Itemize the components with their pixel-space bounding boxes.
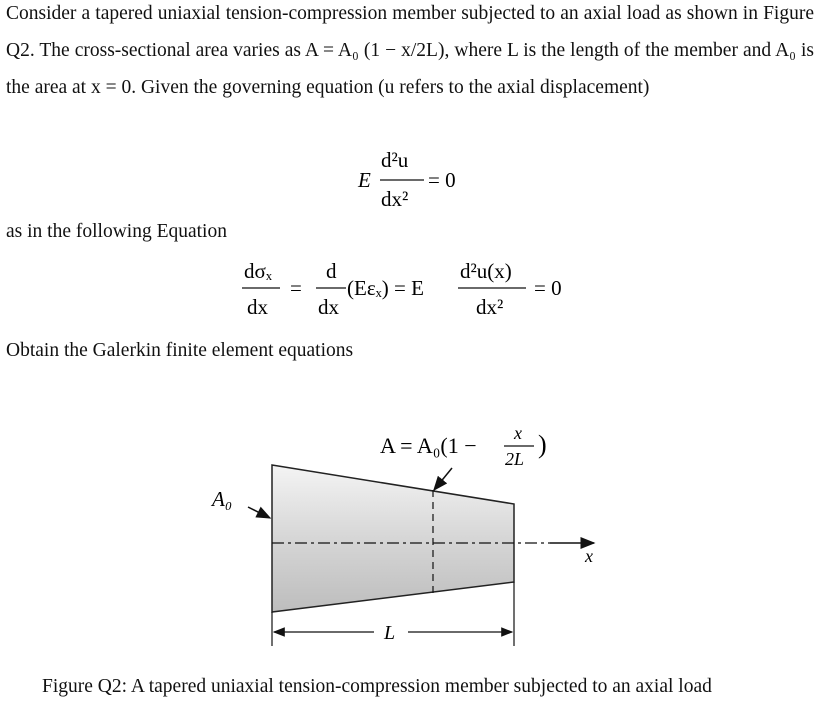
problem-statement: Consider a tapered uniaxial tension-compression member subjected to an axial load as shown in Figure Q2. The cross-sectional area varies as A = A₀ (1 − x/2L), where L is the length of the member and A₀ is the area at x = 0. Given the governing equation (u refers to the axial displacement) [6,3,814,98]
area-formula-suffix: ) [538,430,547,459]
area-formula-prefix: A = A₀(1 − [380,433,477,458]
eq2-term2-den: dx [318,295,339,319]
stress-equation [236,252,596,327]
eq1-rhs: = 0 [428,168,456,192]
eq1-denominator: dx² [381,187,409,211]
a0-pointer-arrow [248,507,270,518]
eq2-term3-den: dx² [476,295,504,319]
tapered-bar [272,465,514,612]
equation-intro: as in the following Equation [6,221,227,242]
area-frac-den: 2L [505,449,525,469]
eq2-term1-num: dσₓ [244,259,272,283]
section-pointer-arrow [434,468,452,490]
governing-equation [340,140,480,215]
area-formula [380,423,547,469]
eq2-term3-num: d²u(x) [460,259,512,283]
eq2-term2-rest: (Eεₓ) = E [347,276,424,300]
tapered-member-figure [0,410,829,665]
eq1-numerator: d²u [381,148,409,172]
a0-label: A₀ [212,487,233,511]
task-statement: Obtain the Galerkin finite element equations [6,340,354,361]
eq2-equals: = [290,276,302,300]
eq2-term1-den: dx [247,295,268,319]
x-axis-label: x [585,546,593,566]
eq1-modulus: E [358,168,371,192]
eq2-rhs: = 0 [534,276,562,300]
area-frac-num: x [514,423,522,443]
figure-caption: Figure Q2: A tapered uniaxial tension-compression member subjected to an axial load [42,676,712,697]
length-label: L [384,622,396,644]
eq2-term2-num: d [326,259,337,283]
